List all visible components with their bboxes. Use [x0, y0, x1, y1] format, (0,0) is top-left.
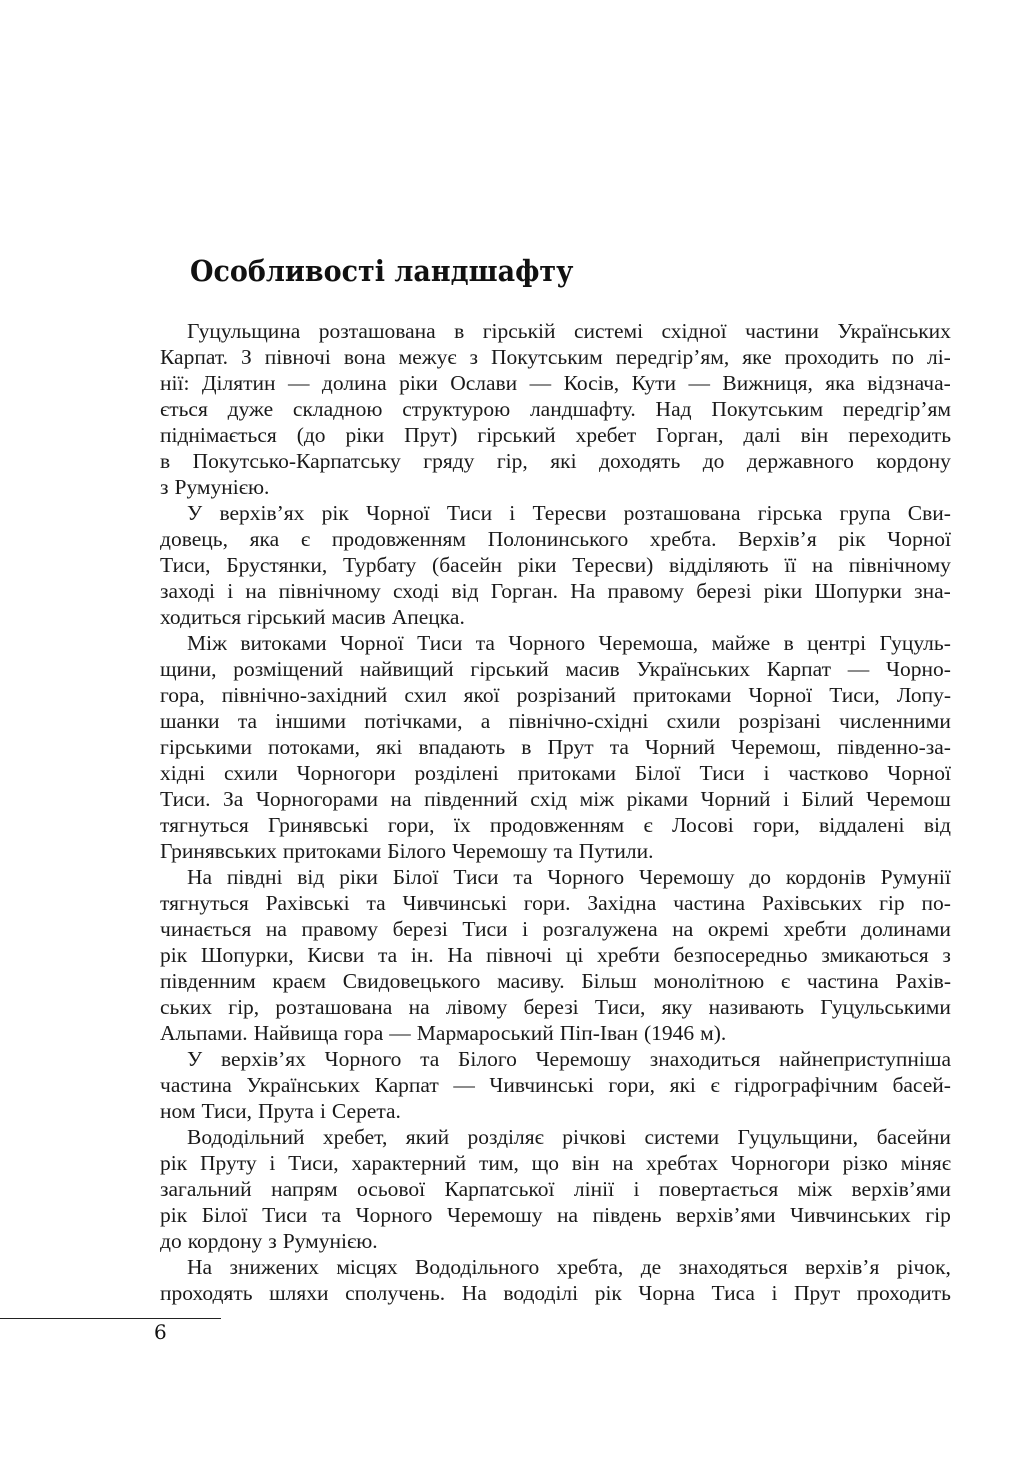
text-line: рік Шопурки, Кисви та ін. На півночі ці хребти безпосередньо змикаються з: [160, 943, 951, 967]
text-line: з Румунією.: [160, 475, 270, 499]
paragraph: [160, 864, 951, 1046]
body-text: [160, 318, 951, 1306]
text-line: Тиси. За Чорногорами на південний схід між ріками Чорний і Білий Черемош: [160, 787, 951, 811]
text-line: ходиться гірський масив Апецка.: [160, 605, 465, 629]
section-heading: Особливості ландшафту: [190, 254, 574, 288]
text-line: тягнуться Гринявські гори, їх продовженням є Лосові гори, віддалені від: [160, 813, 951, 837]
text-line: Карпат. З півночі вона межує з Покутським передгір’ям, яке проходить по лі-: [160, 345, 951, 369]
text-line: На півдні від ріки Білої Тиси та Чорного Черемошу до кордонів Румунії: [187, 865, 951, 889]
text-line: рік Пруту і Тиси, характерний тим, що він на хребтах Чорногори різко міняє: [160, 1151, 951, 1175]
text-line: гора, північно-західний схил якої розрізаний притоками Чорної Тиси, Лопу-: [160, 683, 951, 707]
paragraph: [160, 1124, 951, 1254]
text-line: в Покутсько-Карпатську гряду гір, які доходять до державного кордону: [160, 449, 951, 473]
paragraph: [160, 1254, 951, 1306]
text-line: загальний напрям осьової Карпатської лінії і повертається між верхів’ями: [160, 1177, 951, 1201]
text-line: довець, яка є продовженням Полонинського хребта. Верхів’я рік Чорної: [160, 527, 951, 551]
text-line: Вододільний хребет, який розділяє річкові системи Гуцульщини, басейни: [187, 1125, 951, 1149]
text-line: Між витоками Чорної Тиси та Чорного Черемоша, майже в центрі Гуцуль-: [187, 631, 951, 655]
footer-rule: [0, 1318, 221, 1319]
text-line: південним краєм Свидовецького масиву. Більш монолітною є частина Рахів-: [160, 969, 951, 993]
text-line: хідні схили Чорногори розділені притоками Білої Тиси і частково Чорної: [160, 761, 951, 785]
text-line: щини, розміщений найвищий гірський масив Українських Карпат — Чорно-: [160, 657, 951, 681]
text-line: У верхів’ях Чорного та Білого Черемошу знаходиться найнеприступніша: [187, 1047, 951, 1071]
page-number: 6: [154, 1320, 167, 1344]
text-line: тягнуться Рахівські та Чивчинські гори. Західна частина Рахівських гір по-: [160, 891, 951, 915]
paragraph: [160, 1046, 951, 1124]
text-line: Тиси, Брустянки, Турбату (басейн ріки Тересви) відділяють її на північному: [160, 553, 951, 577]
text-line: Альпами. Найвища гора — Мармароський Піп-Іван (1946 м).: [160, 1021, 727, 1045]
text-line: заході і на північному сході від Горган. На правому березі ріки Шопурки зна-: [160, 579, 951, 603]
text-line: У верхів’ях рік Чорної Тиси і Тересви розташована гірська група Сви-: [187, 501, 951, 525]
text-line: На знижених місцях Вододільного хребта, де знаходяться верхів’я річок,: [187, 1255, 951, 1279]
text-line: нії: Ділятин — долина ріки Ослави — Косів, Кути — Вижниця, яка відзнача-: [160, 371, 951, 395]
paragraph: [160, 630, 951, 864]
text-line: ється дуже складною структурою ландшафту. Над Покутським передгір’ям: [160, 397, 951, 421]
text-line: частина Українських Карпат — Чивчинські гори, які є гідрографічним басей-: [160, 1073, 951, 1097]
text-line: Гринявських притоками Білого Черемошу та Путили.: [160, 839, 654, 863]
text-line: ном Тиси, Прута і Серета.: [160, 1099, 401, 1123]
text-line: проходять шляхи сполучень. На вододілі рік Чорна Тиса і Прут проходить: [160, 1281, 951, 1305]
text-line: гірськими потоками, які впадають в Прут та Чорний Черемош, південно-за-: [160, 735, 951, 759]
text-line: чинається на правому березі Тиси і розгалужена на окремі хребти долинами: [160, 917, 951, 941]
text-line: рік Білої Тиси та Чорного Черемошу на південь верхів’ями Чивчинських гір: [160, 1203, 951, 1227]
paragraph: [160, 500, 951, 630]
text-line: Гуцульщина розташована в гірській системі східної частини Українських: [187, 319, 951, 343]
text-line: до кордону з Румунією.: [160, 1229, 378, 1253]
text-line: ських гір, розташована на лівому березі Тиси, яку називають Гуцульськими: [160, 995, 951, 1019]
text-line: шанки та іншими потічками, а північно-східні схили розрізані численними: [160, 709, 951, 733]
text-line: піднімається (до ріки Прут) гірський хребет Горган, далі він переходить: [160, 423, 951, 447]
paragraph: [160, 318, 951, 500]
